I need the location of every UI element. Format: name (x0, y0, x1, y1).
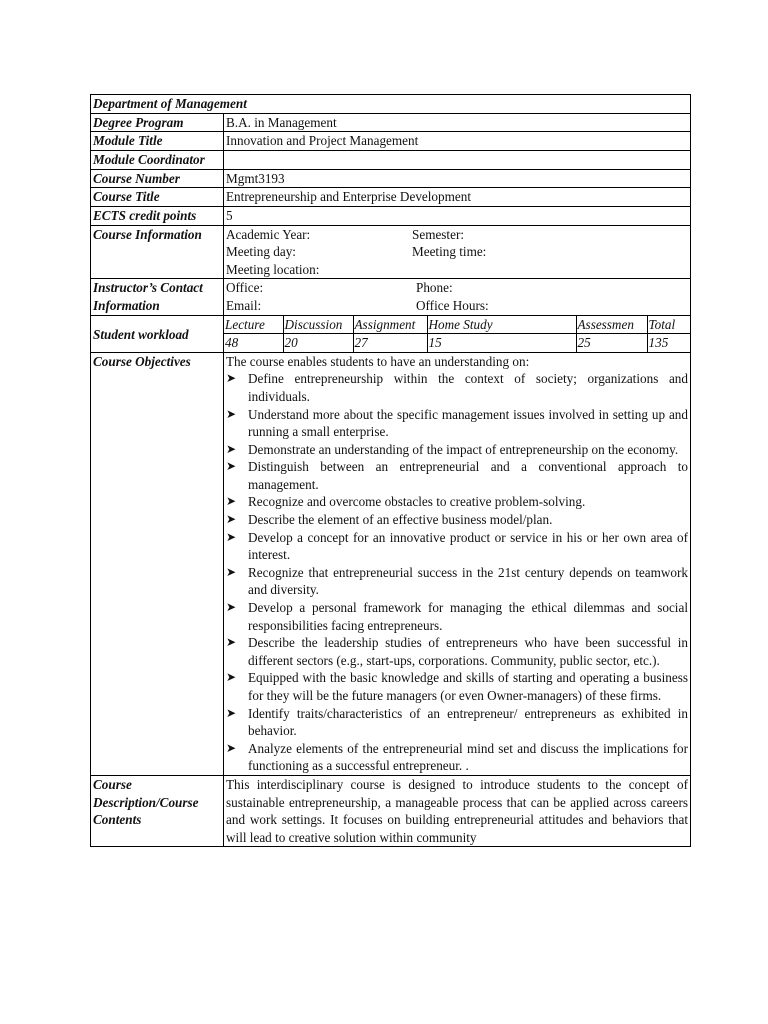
objective-item (226, 511, 688, 529)
objective-item (226, 529, 688, 564)
workload-value-lecture: 48 (224, 334, 283, 352)
student-workload-row (91, 315, 691, 352)
objectives-intro: The course enables students to have an understanding on: (226, 353, 530, 369)
office-line (226, 279, 688, 297)
course-description-label-line3: Contents (93, 812, 142, 828)
course-title-value: Entrepreneurship and Enterprise Development (224, 188, 691, 207)
instructor-contact-label (91, 279, 224, 315)
arrow-bullet-icon: ➤ (226, 529, 237, 544)
objective-text: Understand more about the specific management issues involved in setting up and running a small enterprise. (248, 406, 688, 440)
objective-item (226, 370, 688, 405)
arrow-bullet-icon: ➤ (226, 494, 237, 509)
course-objectives-label: Course Objectives (91, 352, 224, 775)
workload-header-lecture: Lecture (224, 316, 283, 334)
objective-item (226, 441, 688, 459)
objective-text: Analyze elements of the entrepreneurial mind set and discuss the implications for functioning as a successful entrepreneur. . (248, 740, 688, 774)
workload-value-assessment: 25 (576, 334, 647, 352)
course-objectives-row (91, 352, 691, 775)
instructor-contact-row (91, 279, 691, 315)
course-information-label: Course Information (91, 225, 224, 279)
workload-header-discussion: Discussion (283, 316, 353, 334)
workload-header-total: Total (647, 316, 690, 334)
workload-value-total: 135 (648, 335, 669, 351)
workload-value-assignment: 27 (353, 334, 427, 352)
degree-program-value: B.A. in Management (224, 113, 691, 132)
course-information-row (91, 225, 691, 279)
module-coordinator-label: Module Coordinator (91, 150, 224, 169)
objective-text: Equipped with the basic knowledge and skills of starting and operating a business for they will be the future managers (or even Owner-managers) of these firms. (248, 670, 688, 703)
module-title-row (91, 132, 691, 151)
meeting-day-label: Meeting day: (226, 244, 296, 260)
academic-year-label: Academic Year: (226, 226, 311, 242)
arrow-bullet-icon: ➤ (226, 740, 237, 755)
course-information-value (224, 225, 691, 279)
arrow-bullet-icon: ➤ (226, 441, 237, 456)
semester-label: Semester: (412, 226, 465, 242)
course-objectives-value (224, 352, 691, 775)
arrow-bullet-icon: ➤ (226, 512, 237, 527)
objective-text: Develop a concept for an innovative product or service in his or her own area of interest. (248, 529, 688, 563)
workload-header-assessment: Assessmen (576, 316, 647, 334)
student-workload-value (224, 315, 691, 352)
instructor-contact-value (224, 279, 691, 315)
course-description-label-line2: Description/Course (93, 794, 199, 810)
course-description-row (91, 775, 691, 846)
meeting-day-line (226, 243, 688, 261)
course-title-row (91, 188, 691, 207)
degree-program-label: Degree Program (91, 113, 224, 132)
workload-value-discussion: 20 (283, 334, 353, 352)
course-description-label-line1: Course (93, 776, 132, 792)
meeting-location-label: Meeting location: (226, 261, 320, 277)
objective-text: Describe the leadership studies of entrepreneurs who have been successful in different sectors (e.g., start-ups, corporations. Community, public sector, etc.). (248, 635, 688, 668)
student-workload-label: Student workload (91, 315, 224, 352)
workload-header-row (224, 316, 690, 334)
objective-item (226, 669, 688, 704)
workload-values-row (224, 334, 690, 352)
arrow-bullet-icon: ➤ (226, 459, 237, 474)
arrow-bullet-icon: ➤ (226, 705, 237, 720)
arrow-bullet-icon: ➤ (226, 600, 237, 615)
course-number-value: Mgmt3193 (224, 169, 691, 188)
arrow-bullet-icon: ➤ (226, 670, 237, 685)
phone-label: Phone: (416, 280, 453, 296)
objective-text: Distinguish between an entrepreneurial and a conventional approach to management. (248, 459, 688, 492)
objective-item (226, 740, 688, 775)
objective-text: Identify traits/characteristics of an entrepreneur/ entrepreneurs as exhibited in behavior. (248, 705, 688, 739)
office-label: Office: (226, 280, 264, 296)
objective-item (226, 564, 688, 599)
objective-text: Demonstrate an understanding of the impact of entrepreneurship on the economy. (248, 441, 679, 457)
objective-item (226, 634, 688, 669)
email-label: Email: (226, 297, 262, 313)
workload-header-assignment: Assignment (353, 316, 427, 334)
course-syllabus-table (90, 94, 691, 847)
department-title: Department of Management (91, 95, 691, 114)
module-coordinator-row (91, 150, 691, 169)
objective-item (226, 705, 688, 740)
objective-item (226, 493, 688, 511)
objective-item (226, 406, 688, 441)
objective-text: Develop a personal framework for managing the ethical dilemmas and social responsibilities facing entrepreneurs. (248, 600, 688, 633)
department-row (91, 95, 691, 114)
arrow-bullet-icon: ➤ (226, 564, 237, 579)
course-number-row (91, 169, 691, 188)
course-number-label: Course Number (91, 169, 224, 188)
objective-text: Recognize and overcome obstacles to creative problem-solving. (248, 494, 586, 510)
objective-text: Describe the element of an effective business model/plan. (248, 512, 553, 528)
course-description-label (91, 775, 224, 846)
arrow-bullet-icon: ➤ (226, 406, 237, 421)
instructor-contact-label-line1: Instructor’s Contact (93, 280, 203, 296)
office-hours-label: Office Hours: (416, 297, 489, 313)
instructor-contact-label-line2: Information (93, 297, 160, 313)
arrow-bullet-icon: ➤ (226, 371, 237, 386)
email-line (226, 297, 688, 315)
arrow-bullet-icon: ➤ (226, 635, 237, 650)
module-title-label: Module Title (91, 132, 224, 151)
module-coordinator-value (224, 150, 691, 169)
objective-item (226, 599, 688, 634)
workload-header-home-study: Home Study (427, 316, 576, 334)
module-title-value: Innovation and Project Management (224, 132, 691, 151)
course-title-label: Course Title (91, 188, 224, 207)
objectives-list (226, 370, 688, 775)
degree-program-row (91, 113, 691, 132)
objective-text: Recognize that entrepreneurial success in the 21st century depends on teamwork and diversity. (248, 564, 688, 598)
academic-year-line (226, 226, 688, 244)
objective-item (226, 458, 688, 493)
ects-value: 5 (224, 206, 691, 225)
ects-label: ECTS credit points (91, 206, 224, 225)
ects-row (91, 206, 691, 225)
meeting-time-label: Meeting time: (412, 244, 487, 260)
workload-value-home-study: 15 (427, 334, 576, 352)
course-description-text: This interdisciplinary course is designed to introduce students to the concept of sustainable entrepreneurship, a manageable process that can be applied across careers and work settings. It focuses on building entrepreneurial attitudes and behaviors that will lead to creative solution within community (224, 775, 691, 846)
objective-text: Define entrepreneurship within the context of society; organizations and individuals. (248, 371, 688, 404)
workload-table (224, 316, 690, 352)
